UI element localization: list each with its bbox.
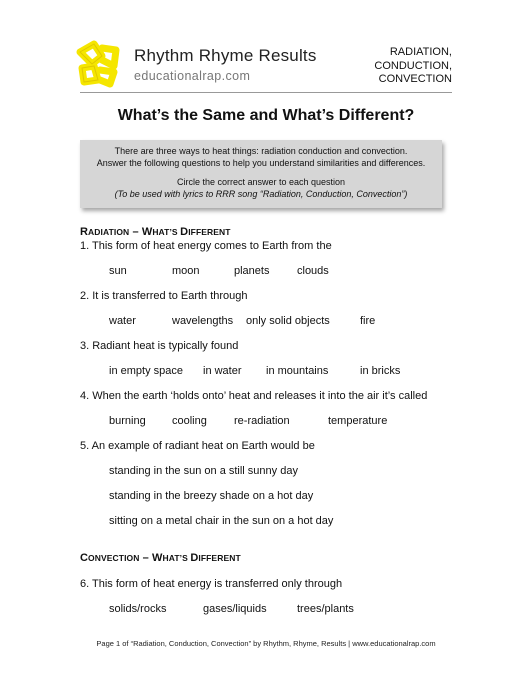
instructions-line: Circle the correct answer to each question: [176, 177, 346, 187]
brand-name: Rhythm Rhyme Results: [134, 46, 317, 65]
instructions-line: [80, 189, 442, 201]
topic-line: CONDUCTION,: [374, 59, 452, 72]
answer-option[interactable]: water: [109, 315, 136, 327]
instructions-note: (To be used with lyrics to RRR song “Radiation, Conduction, Convection”): [114, 188, 408, 199]
question-text: 2. It is transferred to Earth through: [80, 290, 248, 302]
brand-block: [134, 46, 317, 83]
brand-url: educationalrap.com: [134, 69, 251, 83]
section-heading-radiation: RADIATION – WHAT’S DIFFERENT: [80, 226, 231, 238]
answer-option[interactable]: in water: [203, 365, 242, 377]
page-title: What’s the Same and What’s Different?: [117, 107, 415, 124]
topic-line: RADIATION,: [389, 46, 452, 58]
rrr-logo-icon: [72, 38, 124, 90]
question-text: 4. When the earth ‘holds onto’ heat and releases it into the air it’s called: [80, 390, 428, 402]
question-text: 1. This form of heat energy comes to Earth from the: [80, 240, 332, 252]
answer-option[interactable]: burning: [109, 415, 146, 427]
answer-option[interactable]: standing in the breezy shade on a hot day: [109, 490, 314, 502]
page-footer: Page 1 of “Radiation, Conduction, Convection” by Rhythm, Rhyme, Results | www.educationalrap.com: [96, 639, 436, 648]
answer-option[interactable]: in mountains: [266, 365, 329, 377]
answer-option[interactable]: sitting on a metal chair in the sun on a hot day: [109, 515, 334, 527]
instructions-line: Answer the following questions to help you understand similarities and differences.: [96, 157, 426, 168]
answer-option[interactable]: planets: [234, 265, 270, 277]
answer-option[interactable]: in bricks: [360, 365, 401, 377]
answer-option[interactable]: trees/plants: [297, 603, 354, 615]
answer-option[interactable]: wavelengths: [172, 315, 234, 327]
answer-option[interactable]: temperature: [328, 415, 388, 427]
question-text: 5. An example of radiant heat on Earth would be: [80, 440, 315, 452]
header-divider: [80, 92, 452, 93]
instructions-box: [80, 140, 442, 208]
answer-option[interactable]: moon: [172, 265, 200, 277]
answer-option[interactable]: gases/liquids: [203, 603, 267, 615]
answer-option[interactable]: only solid objects: [246, 315, 330, 327]
question-text: 6. This form of heat energy is transferred only through: [80, 578, 343, 590]
answer-option[interactable]: solids/rocks: [109, 603, 167, 615]
topic-label: [374, 46, 452, 87]
answer-option[interactable]: cooling: [172, 415, 207, 427]
topic-line: CONVECTION: [378, 73, 452, 85]
answer-option[interactable]: re-radiation: [234, 415, 290, 427]
answer-option[interactable]: standing in the sun on a still sunny day: [109, 465, 298, 477]
question-text: 3. Radiant heat is typically found: [80, 340, 239, 352]
answer-option[interactable]: clouds: [297, 265, 329, 277]
instructions-line: There are three ways to heat things: radiation conduction and convection.: [114, 146, 408, 156]
section-heading-convection: CONVECTION – WHAT’S DIFFERENT: [80, 552, 241, 564]
answer-option[interactable]: fire: [360, 315, 376, 327]
answer-option[interactable]: in empty space: [109, 365, 183, 377]
answer-option[interactable]: sun: [109, 265, 127, 277]
